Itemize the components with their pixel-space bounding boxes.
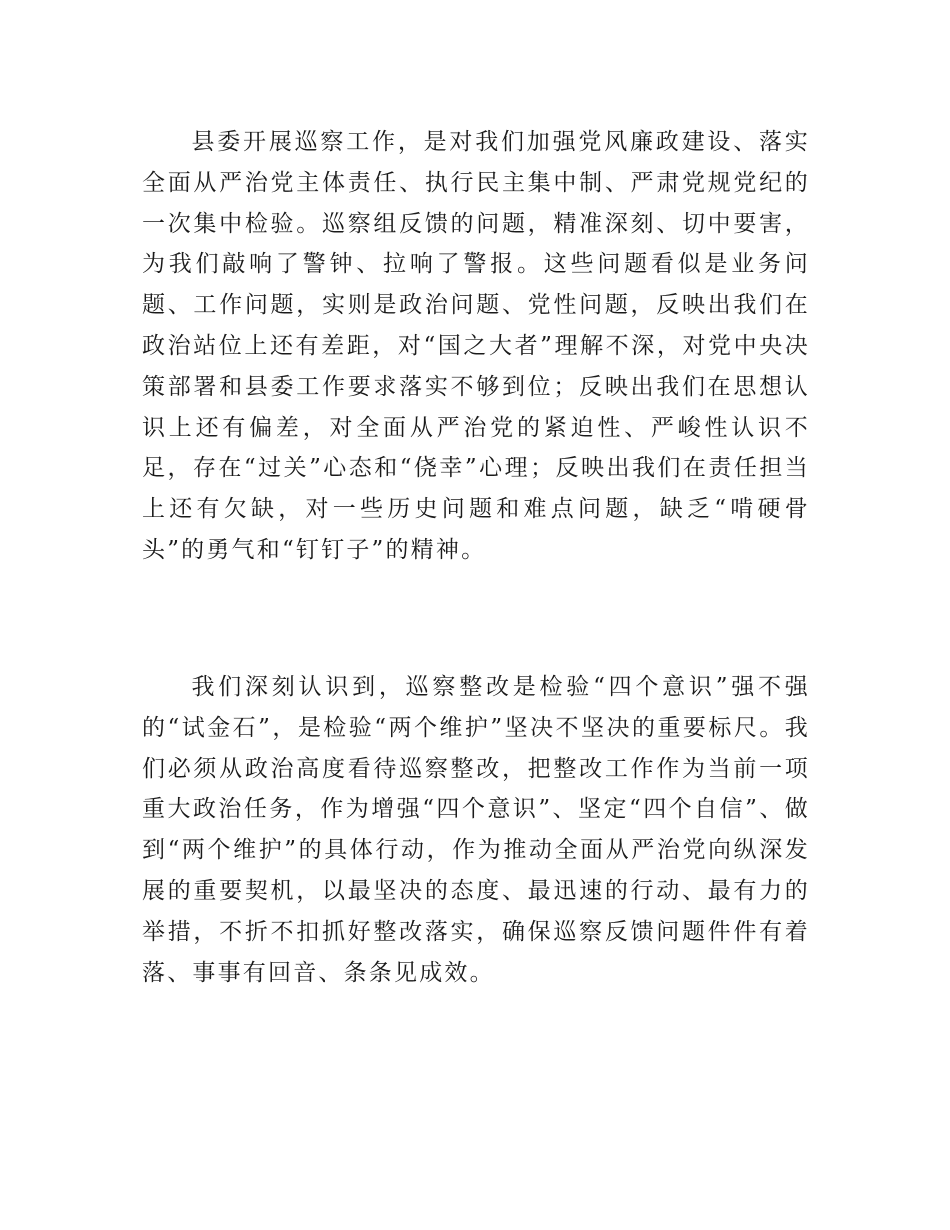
paragraph-rectification-commitment: 我们深刻认识到，巡察整改是检验“四个意识”强不强的“试金石”，是检验“两个维护”坚决不坚决的重要标尺。我们必须从政治高度看待巡察整改，把整改工作作为当前一项重大政治任务，作为增强“四个意识”、坚定“四个自信”、做到“两个维护”的具体行动，作为推动全面从严治党向纵深发展的重要契机，以最坚决的态度、最迅速的行动、最有力的举措，不折不扣抓好整改落实，确保巡察反馈问题件件有着落、事事有回音、条条见成效。 <box>142 674 810 986</box>
paragraph-inspection-feedback: 县委开展巡察工作，是对我们加强党风廉政建设、落实全面从严治党主体责任、执行民主集中制、严肃党规党纪的一次集中检验。巡察组反馈的问题，精准深刻、切中要害，为我们敲响了警钟、拉响了警报。这些问题看似是业务问题、工作问题，实则是政治问题、党性问题，反映出我们在政治站位上还有差距，对“国之大者”理解不深，对党中央决策部署和县委工作要求落实不够到位；反映出我们在思想认识上还有偏差，对全面从严治党的紧迫性、严峻性认识不足，存在“过关”心态和“侥幸”心理；反映出我们在责任担当上还有欠缺，对一些历史问题和难点问题，缺乏“啃硬骨头”的勇气和“钉钉子”的精神。 <box>142 129 810 563</box>
